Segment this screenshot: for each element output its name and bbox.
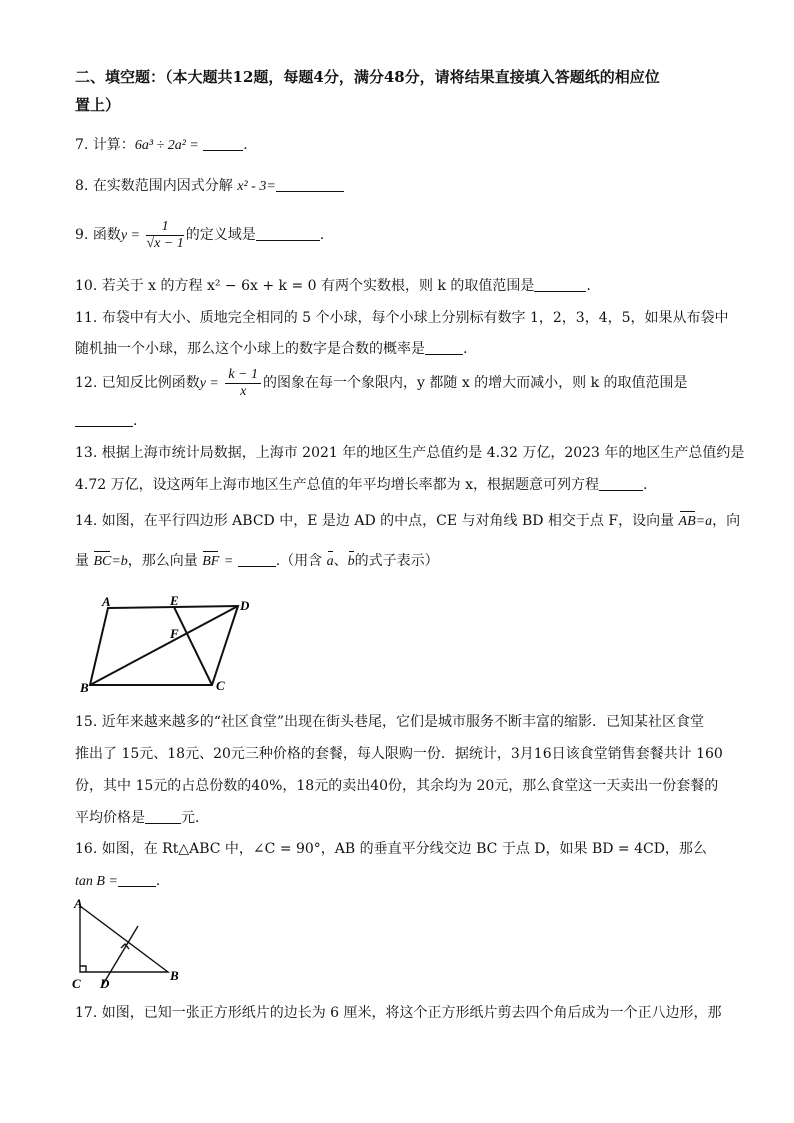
q7-text: 计算： bbox=[92, 137, 135, 153]
q15-line3: 份，其中 15元的占总份数的40%，18元的卖出40份，其余均为 20元，那么食堂这一天卖出一份套餐的 bbox=[75, 778, 719, 794]
q12-denominator: x bbox=[240, 383, 247, 399]
question-9 bbox=[75, 218, 324, 253]
question-13 bbox=[75, 444, 744, 462]
q14-parallelogram-figure bbox=[80, 594, 260, 694]
q15-answer-blank[interactable] bbox=[145, 809, 181, 824]
question-7 bbox=[75, 136, 248, 155]
question-17 bbox=[75, 1004, 722, 1022]
q15-line4-post: 元． bbox=[181, 810, 209, 826]
q14-line2-mid: ，那么向量 bbox=[127, 553, 198, 569]
q14-eq: = bbox=[223, 554, 234, 569]
q14-eq-b: =b bbox=[111, 554, 128, 569]
q12-pre: 已知反比例函数 bbox=[101, 375, 200, 391]
q7-number: 7. bbox=[75, 137, 89, 153]
q9-answer-blank[interactable] bbox=[256, 226, 320, 241]
section-title-cont: 置上） bbox=[75, 96, 121, 114]
q13-line2: 4.72 万亿，设这两年上海市地区生产总值的年平均增长率都为 x，根据题意可列方程 bbox=[75, 477, 599, 493]
q14-number: 14. bbox=[75, 513, 98, 529]
q14-line2-post: .（用含 bbox=[275, 553, 323, 569]
label-d: D bbox=[100, 976, 110, 991]
q9-y: y = bbox=[120, 228, 140, 243]
q16-triangle-figure bbox=[70, 896, 190, 996]
question-14-cont bbox=[75, 552, 439, 571]
label-d: D bbox=[240, 598, 250, 613]
q13-answer-blank[interactable] bbox=[599, 476, 643, 491]
label-f: F bbox=[170, 626, 179, 641]
segment-ce bbox=[174, 607, 212, 685]
q9-denominator: √x − 1 bbox=[146, 235, 184, 251]
q11-answer-blank[interactable] bbox=[425, 340, 463, 355]
q15-line2: 推出了 15元、18元、20元三种价格的套餐，每人限购一份．据统计，3月16日该食堂销售套餐共计 160 bbox=[75, 746, 723, 762]
label-b: B bbox=[80, 680, 89, 694]
q12-fraction bbox=[225, 367, 261, 400]
question-15 bbox=[75, 713, 704, 731]
q14-line2-end: 的式子表示） bbox=[354, 553, 439, 569]
q12-answer-blank[interactable] bbox=[75, 412, 133, 427]
section-title: 二、填空题：（本大题共12题，每题4分，满分48分，请将结果直接填入答题纸的相应位 bbox=[75, 68, 660, 86]
q9-pre: 函数 bbox=[92, 227, 121, 243]
q16-number: 16. bbox=[75, 841, 98, 857]
q9-post: 的定义域是 bbox=[185, 227, 256, 243]
q12-y: y = bbox=[199, 376, 219, 391]
q9-numerator: 1 bbox=[146, 219, 183, 236]
q13-number: 13. bbox=[75, 445, 98, 461]
question-8 bbox=[75, 177, 344, 196]
question-14 bbox=[75, 512, 740, 531]
q8-text: 在实数范围内因式分解 bbox=[92, 178, 233, 194]
right-angle-mark bbox=[80, 966, 86, 972]
q16-line1: 如图，在 Rt△ABC 中，∠C = 90°，AB 的垂直平分线交边 BC 于点 D，如果 BD = 4CD，那么 bbox=[101, 841, 707, 857]
q17-number: 17. bbox=[75, 1005, 98, 1021]
q14-vector-bc: BC bbox=[93, 554, 112, 569]
label-e: E bbox=[170, 594, 179, 608]
q10-end: . bbox=[586, 278, 591, 294]
q15-number: 15. bbox=[75, 714, 98, 730]
q14-vector-ab: AB bbox=[678, 514, 696, 529]
q8-answer-blank[interactable] bbox=[276, 177, 344, 192]
question-11-cont bbox=[75, 340, 467, 358]
q13-line1: 根据上海市统计局数据，上海市 2021 年的地区生产总值约是 4.32 万亿，2023 年的地区生产总值约是 bbox=[101, 445, 745, 461]
q8-number: 8. bbox=[75, 178, 89, 194]
q12-number: 12. bbox=[75, 375, 98, 391]
q14-eq-a: =a bbox=[695, 514, 713, 529]
q11-line1: 布袋中有大小、质地完全相同的 5 个小球，每个小球上分别标有数字 1，2，3，4，5，如果从布袋中 bbox=[101, 310, 729, 326]
question-16 bbox=[75, 840, 707, 858]
question-15-line3 bbox=[75, 777, 718, 795]
question-15-line4 bbox=[75, 809, 209, 827]
q14-line2-pre: 量 bbox=[75, 553, 89, 569]
q8-expression: x² - 3= bbox=[237, 179, 276, 194]
q12-post: 的图象在每一个象限内，y 都随 x 的增大而减小，则 k 的取值范围是 bbox=[263, 375, 688, 391]
q10-answer-blank[interactable] bbox=[534, 277, 586, 292]
q9-fraction bbox=[146, 219, 183, 252]
q7-expression: 6a³ ÷ 2a² = bbox=[134, 138, 199, 153]
question-16-cont bbox=[75, 872, 160, 891]
q9-end: . bbox=[319, 227, 325, 243]
q14-symbol-b: b bbox=[347, 554, 355, 569]
q12-end: . bbox=[133, 413, 138, 429]
question-12 bbox=[75, 366, 688, 401]
q11-end: . bbox=[463, 341, 468, 357]
label-a: A bbox=[74, 896, 83, 911]
triangle-abc bbox=[80, 906, 168, 972]
q14-line1: 如图，在平行四边形 ABCD 中，E 是边 AD 的中点，CE 与对角线 BD 相交于点 F，设向量 bbox=[101, 513, 675, 529]
label-a: A bbox=[102, 594, 111, 609]
q16-end: . bbox=[155, 873, 161, 889]
label-c: C bbox=[72, 976, 81, 991]
q12-numerator: k − 1 bbox=[225, 367, 261, 384]
q14-symbol-a: a bbox=[326, 554, 334, 569]
q14-sep: 、 bbox=[333, 553, 348, 569]
q10-text: 若关于 x 的方程 x² − 6x + k = 0 有两个实数根，则 k 的取值范围是 bbox=[101, 278, 535, 294]
q14-line1-end: ，向 bbox=[712, 513, 741, 529]
question-12-cont bbox=[75, 412, 137, 430]
q14-vector-bf: BF bbox=[202, 554, 220, 569]
q11-line2: 随机抽一个小球，那么这个小球上的数字是合数的概率是 bbox=[75, 341, 425, 357]
q7-end: . bbox=[243, 137, 248, 153]
q10-number: 10. bbox=[75, 278, 98, 294]
q14-answer-blank[interactable] bbox=[238, 552, 276, 567]
q13-end: . bbox=[642, 477, 648, 493]
q15-line1: 近年来越来越多的“社区食堂”出现在街头巷尾，它们是城市服务不断丰富的缩影．已知某社区食堂 bbox=[101, 714, 705, 730]
label-b: B bbox=[170, 968, 179, 983]
q15-line4-pre: 平均价格是 bbox=[75, 810, 145, 826]
q16-line2: tan B = bbox=[75, 874, 118, 889]
label-c: C bbox=[216, 678, 225, 693]
question-11 bbox=[75, 309, 729, 327]
q11-number: 11. bbox=[75, 310, 98, 326]
q9-number: 9. bbox=[75, 227, 89, 243]
question-15-line2 bbox=[75, 745, 723, 763]
q17-line1: 如图，已知一张正方形纸片的边长为 6 厘米，将这个正方形纸片剪去四个角后成为一个正八边形，那 bbox=[101, 1005, 722, 1021]
q7-answer-blank[interactable] bbox=[203, 136, 243, 151]
question-13-cont bbox=[75, 476, 647, 494]
q16-answer-blank[interactable] bbox=[118, 872, 156, 887]
question-10 bbox=[75, 277, 591, 295]
